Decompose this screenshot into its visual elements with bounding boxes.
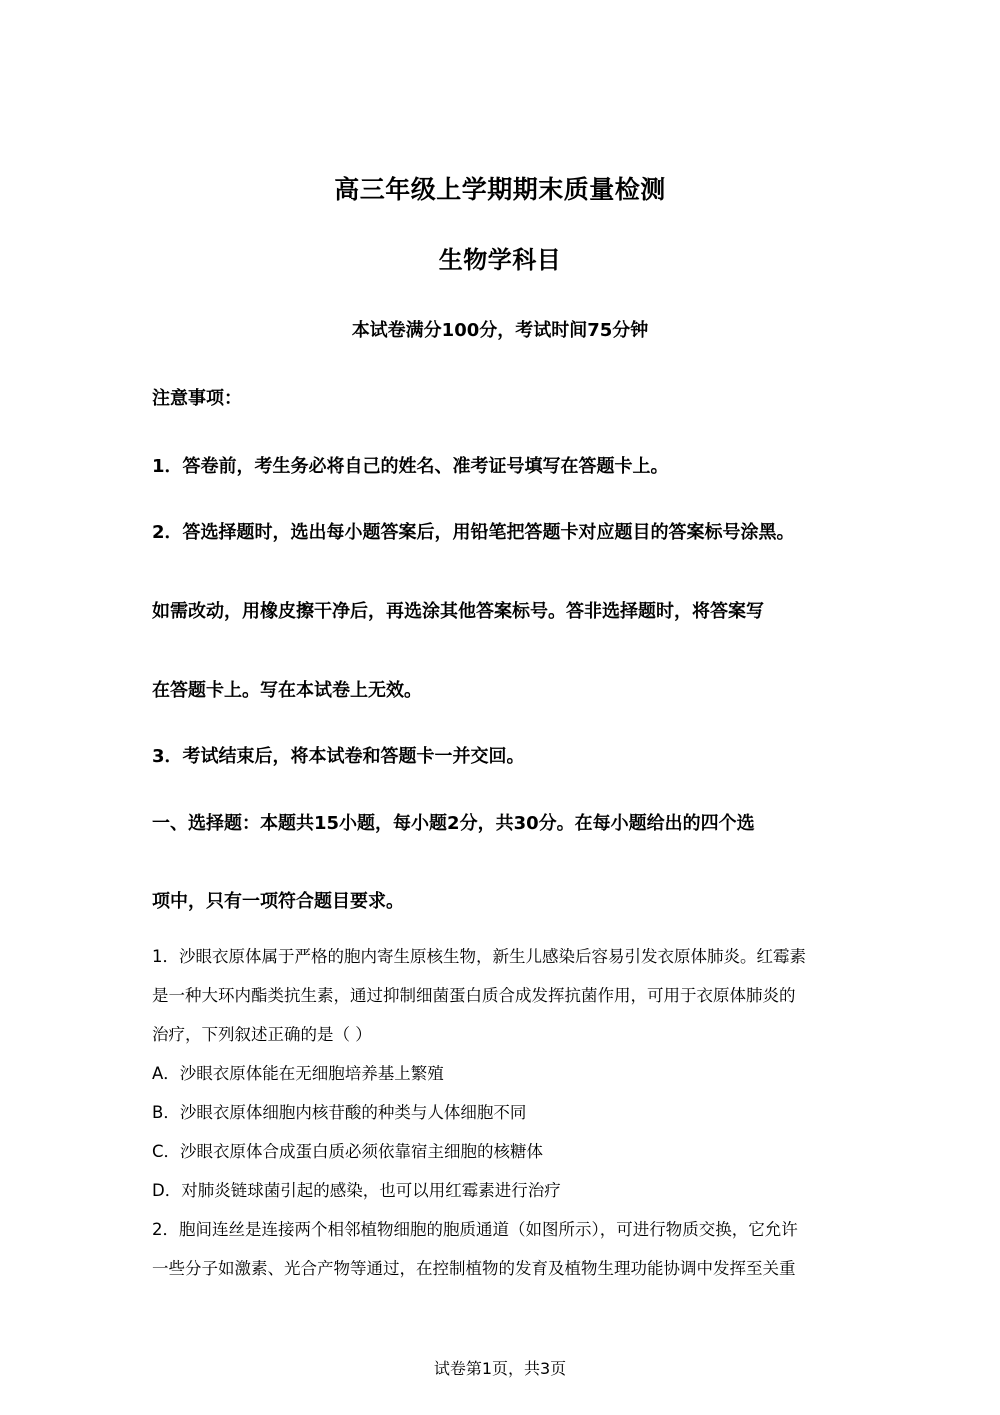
question-1-option-d: D．对肺炎链球菌引起的感染，也可以用红霉素进行治疗 [152, 1181, 561, 1200]
question-1-text: 是一种大环内酯类抗生素，通过抑制细菌蛋白质合成发挥抗菌作用，可用于衣原体肺炎的 [152, 986, 796, 1005]
section-heading: 项中，只有一项符合题目要求。 [152, 891, 404, 912]
question-1-option-a: A．沙眼衣原体能在无细胞培养基上繁殖 [152, 1064, 444, 1083]
question-2-text: 一些分子如激素、光合产物等通过，在控制植物的发育及植物生理功能协调中发挥至关重 [152, 1259, 796, 1278]
subject-title: 生物学科目 [438, 246, 562, 274]
notice-line: 在答题卡上。写在本试卷上无效。 [152, 680, 422, 701]
question-1-text: 1．沙眼衣原体属于严格的胞内寄生原核生物，新生儿感染后容易引发衣原体肺炎。红霉素 [152, 947, 806, 966]
notice-line: 3．考试结束后，将本试卷和答题卡一并交回。 [152, 746, 525, 767]
question-1-text: 治疗，下列叙述正确的是（ ） [152, 1025, 372, 1044]
section-heading: 一、选择题：本题共15小题，每小题2分，共30分。在每小题给出的四个选 [152, 813, 755, 834]
exam-title: 高三年级上学期期末质量检测 [334, 175, 666, 204]
exam-info: 本试卷满分100分，考试时间75分钟 [351, 320, 649, 341]
question-1-option-b: B．沙眼衣原体细胞内核苷酸的种类与人体细胞不同 [152, 1103, 527, 1122]
question-2-text: 2．胞间连丝是连接两个相邻植物细胞的胞质通道（如图所示），可进行物质交换，它允许 [152, 1220, 798, 1239]
page-footer: 试卷第1页，共3页 [433, 1359, 567, 1378]
notice-line: 1．答卷前，考生务必将自己的姓名、准考证号填写在答题卡上。 [152, 456, 669, 477]
notice-heading: 注意事项： [152, 388, 242, 409]
question-1-option-c: C．沙眼衣原体合成蛋白质必须依靠宿主细胞的核糖体 [152, 1142, 544, 1161]
notice-line: 如需改动，用橡皮擦干净后，再选涂其他答案标号。答非选择题时，将答案写 [152, 601, 764, 622]
notice-line: 2．答选择题时，选出每小题答案后，用铅笔把答题卡对应题目的答案标号涂黑。 [152, 522, 795, 543]
